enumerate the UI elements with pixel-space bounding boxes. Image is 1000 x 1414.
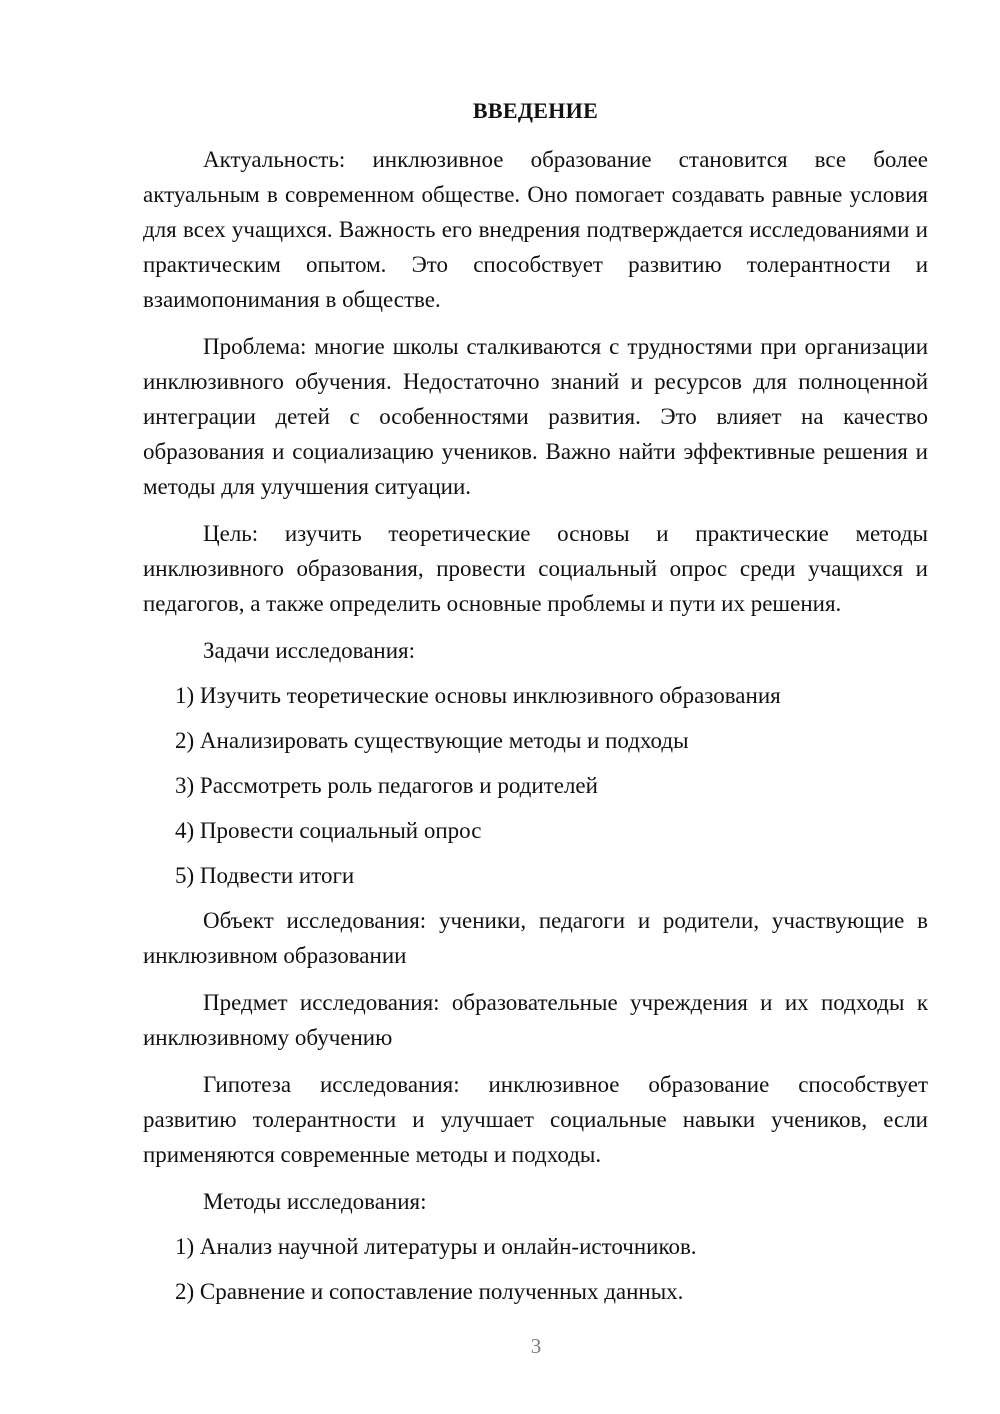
list-item: 2) Сравнение и сопоставление полученных данных.	[175, 1279, 684, 1304]
methods-list	[143, 1229, 928, 1309]
goal-paragraph: Цель: изучить теоретические основы и практические методы инклюзивного образования, провести социальный опрос среди учащихся и педагогов, а также определить основные проблемы и пути их решения.	[143, 521, 928, 616]
list-item: 5) Подвести итоги	[175, 863, 355, 888]
list-item: 1) Анализ научной литературы и онлайн-источников.	[175, 1234, 697, 1259]
problem-paragraph: Проблема: многие школы сталкиваются с трудностями при организации инклюзивного обучения. Недостаточно знаний и ресурсов для полноценной интеграции детей с особенностями развития. Это влияет на качество образования и социализацию учеников. Важно найти эффективные решения и методы для улучшения ситуации.	[143, 334, 928, 499]
methods-label: Методы исследования:	[203, 1189, 427, 1214]
list-item: 3) Рассмотреть роль педагогов и родителей	[175, 773, 598, 798]
list-item: 4) Провести социальный опрос	[175, 818, 482, 843]
section-heading: ВВЕДЕНИЕ	[472, 98, 599, 123]
page-number: 3	[530, 1334, 542, 1358]
relevance-paragraph: Актуальность: инклюзивное образование становится все более актуальным в современном обществе. Оно помогает создавать равные условия для всех учащихся. Важность его внедрения подтверждается исследованиями и практическим опытом. Это способствует развитию толерантности и взаимопонимания в обществе.	[143, 147, 928, 312]
page-content	[143, 96, 928, 1319]
tasks-list	[143, 678, 928, 893]
hypothesis-paragraph: Гипотеза исследования: инклюзивное образование способствует развитию толерантности и улучшает социальные навыки учеников, если применяются современные методы и подходы.	[143, 1072, 928, 1167]
object-paragraph: Объект исследования: ученики, педагоги и родители, участвующие в инклюзивном образовании	[143, 908, 928, 968]
subject-paragraph: Предмет исследования: образовательные учреждения и их подходы к инклюзивному обучению	[143, 990, 928, 1050]
list-item: 2) Анализировать существующие методы и подходы	[175, 728, 689, 753]
tasks-label: Задачи исследования:	[203, 638, 416, 663]
list-item: 1) Изучить теоретические основы инклюзивного образования	[175, 683, 781, 708]
